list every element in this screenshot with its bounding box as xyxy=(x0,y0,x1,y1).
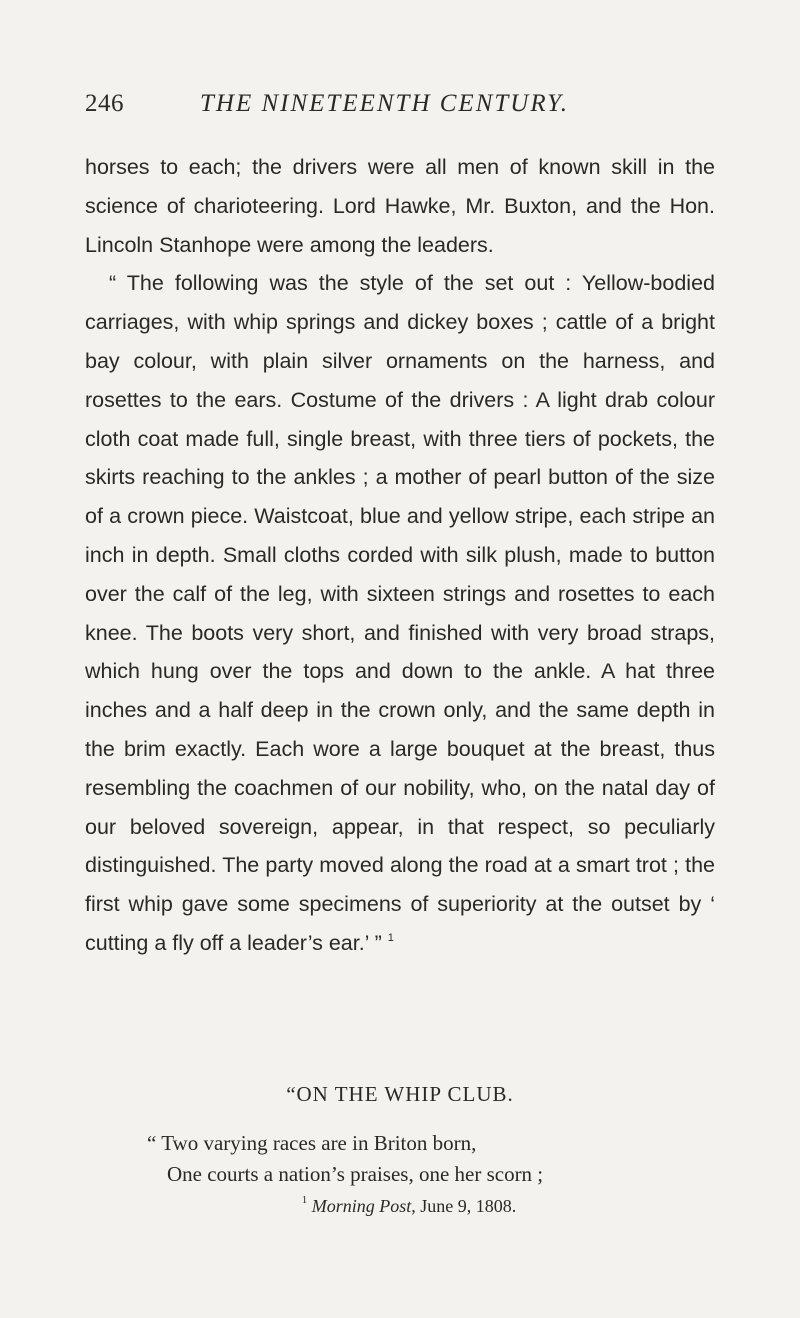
page-number: 246 xyxy=(85,90,124,117)
poem-verse xyxy=(147,1128,747,1190)
running-title: THE NINETEENTH CENTURY. xyxy=(200,90,570,117)
verse-line: “ Two varying races are in Briton born, xyxy=(147,1131,477,1155)
footnote xyxy=(0,1196,800,1217)
footnote-reference: 1 xyxy=(387,931,394,944)
paragraph-quotation xyxy=(85,264,715,962)
paragraph-continued: horses to each; the drivers were all men of known skill in the science of charioteering. Lord Hawke, Mr. Buxton, and the Hon. Lincoln Stanhope were among the leaders. xyxy=(85,155,715,257)
footnote-marker: 1 xyxy=(301,1194,308,1206)
body-text xyxy=(85,148,715,963)
running-head xyxy=(85,90,725,130)
verse-line: One courts a nation’s praises, one her scorn ; xyxy=(167,1162,544,1186)
footnote-date: June 9, 1808. xyxy=(420,1196,517,1216)
poem-title: “ON THE WHIP CLUB. xyxy=(286,1082,514,1106)
footnote-source: Morning Post, xyxy=(311,1196,416,1216)
paragraph-quotation-text: “ The following was the style of the set out : Yellow-bodied carriages, with whip springs and dickey boxes ; cattle of a bright bay colour, with plain silver ornaments on the harness, and rosettes to the ears. Costume of the drivers : A light drab colour cloth coat made full, single breast, with three tiers of pockets, the skirts reaching to the ankles ; a mother of pearl button of the size of a crown piece. Waistcoat, blue and yellow stripe, each stripe an inch in depth. Small cloths corded with silk plush, made to button over the calf of the leg, with sixteen strings and rosettes to each knee. The boots very short, and finished with very broad straps, which hung over the tops and down to the ankle. A hat three inches and a half deep in the crown only, and the same depth in the brim exactly. Each wore a large bouquet at the breast, thus resembling the coachmen of our nobility, who, on the natal day of our beloved sovereign, appear, in that respect, so peculiarly distinguished. The party moved along the road at a smart trot ; the first whip gave some specimens of superiority at the outset by ‘ cutting a fly off a leader’s ear.’ ” xyxy=(85,271,715,955)
